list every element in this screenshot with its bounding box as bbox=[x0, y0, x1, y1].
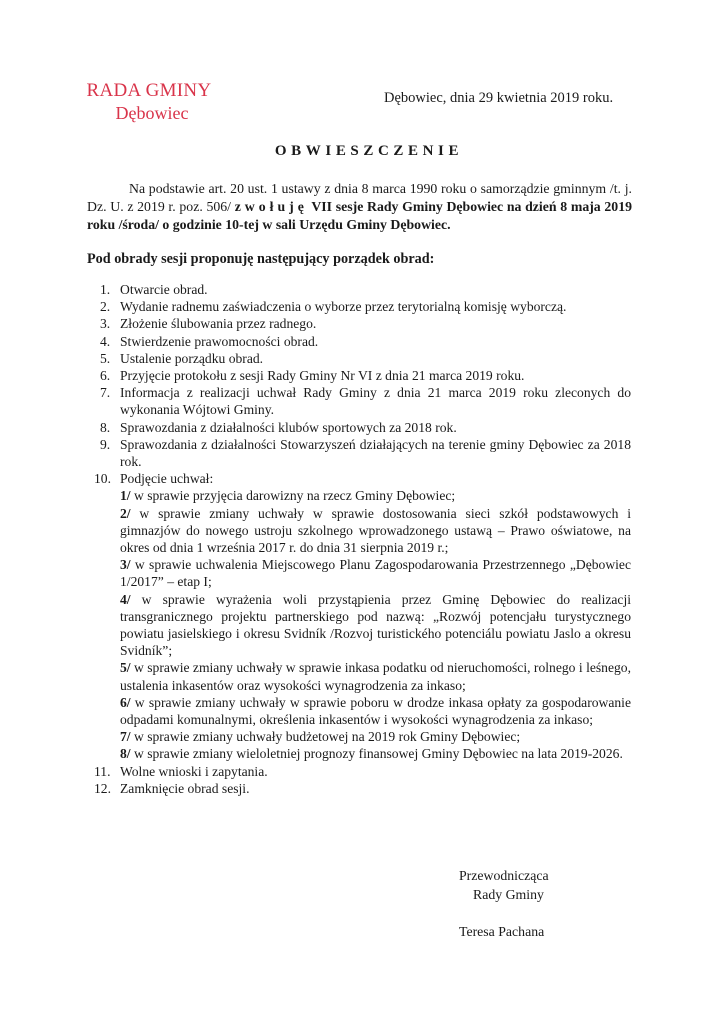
resolution-item bbox=[120, 745, 631, 762]
signature-body: Rady Gminy bbox=[473, 887, 544, 902]
agenda-item-text: Ustalenie porządku obrad. bbox=[120, 350, 264, 366]
resolution-number: 1/ bbox=[120, 488, 131, 504]
agenda-item-number: 10. bbox=[94, 471, 111, 487]
intro-text-convene: zwołuję bbox=[234, 199, 308, 214]
document-title: OBWIESZCZENIE bbox=[274, 143, 464, 159]
resolution-item bbox=[120, 659, 631, 693]
agenda-item-number: 5. bbox=[100, 350, 111, 366]
agenda-heading: Pod obrady sesji proponuję następujący porządek obrad: bbox=[87, 251, 435, 267]
agenda-item bbox=[100, 419, 631, 436]
agenda-item bbox=[100, 298, 631, 315]
resolution-text: w sprawie zmiany uchwały w sprawie inkasa podatku od nieruchomości, rolnego i leśnego, ustalenia inkasentów oraz wysokości wynagrodzenia za inkaso; bbox=[120, 660, 631, 693]
resolution-text: w sprawie zmiany uchwały w sprawie dostosowania sieci szkół podstawowych i gimnazjów do nowego ustroju szkolnego wprowadzonego ustawą – Prawo oświatowe, na okres od dnia 1 września 2017 r. do dnia 31 sierpnia 2019 r.; bbox=[120, 505, 631, 556]
intro-text-session-details: VII sesje Rady Gminy Dębowiec na dzień 8 maja 2019 roku /środa/ o godzinie 10-tej w sali Urzędu Gminy Dębowiec. bbox=[87, 199, 632, 232]
agenda-item-number: 1. bbox=[100, 282, 111, 297]
resolution-text: w sprawie zmiany uchwały w sprawie poboru w drodze inkasa opłaty za gospodarowanie odpadami komunalnymi, określenia inkasentów i wysokości wynagrodzenia za inkaso; bbox=[120, 694, 631, 728]
resolution-item bbox=[120, 487, 631, 504]
agenda-item bbox=[94, 780, 631, 797]
intro-paragraph bbox=[87, 180, 632, 234]
agenda-item-number: 12. bbox=[94, 780, 111, 796]
council-stamp bbox=[84, 80, 214, 125]
agenda-item-text: Wolne wnioski i zapytania. bbox=[120, 763, 268, 779]
resolution-text: w sprawie zmiany uchwały budżetowej na 2019 rok Gminy Dębowiec; bbox=[130, 729, 521, 745]
resolution-text: w sprawie uchwalenia Miejscowego Planu Zagospodarowania Przestrzennego „Dębowiec 1/2017” – etap I; bbox=[120, 557, 631, 590]
agenda-item bbox=[100, 350, 631, 367]
agenda-item-number: 2. bbox=[100, 299, 111, 315]
agenda-item bbox=[94, 470, 631, 762]
agenda-item-text: Zamknięcie obrad sesji. bbox=[120, 780, 250, 796]
resolution-text: w sprawie zmiany wieloletniej prognozy finansowej Gminy Dębowiec na lata 2019-2026. bbox=[130, 746, 623, 762]
agenda-item-text: Przyjęcie protokołu z sesji Rady Gminy Nr VI z dnia 21 marca 2019 roku. bbox=[120, 368, 525, 384]
agenda-item bbox=[100, 333, 631, 350]
stamp-line-town: Dębowiec bbox=[115, 103, 189, 123]
agenda-item bbox=[94, 763, 631, 780]
resolution-number: 5/ bbox=[120, 660, 131, 676]
agenda-list bbox=[94, 281, 631, 797]
agenda-item-text: Sprawozdania z działalności klubów sportowych za 2018 rok. bbox=[120, 419, 457, 435]
resolution-number: 3/ bbox=[120, 557, 131, 573]
signature-name: Teresa Pachana bbox=[459, 924, 545, 939]
agenda-item bbox=[100, 384, 631, 418]
agenda-item-number: 9. bbox=[100, 436, 111, 452]
resolution-number: 7/ bbox=[120, 729, 131, 745]
agenda-item-text: Wydanie radnemu zaświadczenia o wyborze przez terytorialną komisję wyborczą. bbox=[120, 299, 567, 315]
resolution-item bbox=[120, 591, 631, 660]
agenda-item-number: 3. bbox=[100, 316, 111, 332]
resolution-number: 2/ bbox=[120, 505, 131, 521]
agenda-item bbox=[100, 315, 631, 332]
agenda-item-text: Złożenie ślubowania przez radnego. bbox=[120, 316, 317, 332]
agenda-item bbox=[100, 367, 631, 384]
signature-block bbox=[459, 866, 549, 941]
agenda-item-text: Sprawozdania z działalności Stowarzyszeń działających na terenie gminy Dębowiec za 2018 rok. bbox=[120, 436, 631, 470]
resolution-text: w sprawie wyrażenia woli przystąpienia przez Gminę Dębowiec do realizacji transgranicznego projektu partnerskiego pod nazwą: „Rozwój potencjału turystycznego powiatu jasielskiego i okresu Svidník /Rozvoj turistického potenciálu powiatu Jaslo a okresu Svidník”; bbox=[120, 591, 631, 659]
signature-role: Przewodnicząca bbox=[459, 868, 549, 883]
agenda-item bbox=[100, 281, 631, 298]
agenda-item-number: 11. bbox=[94, 763, 111, 779]
resolution-text: w sprawie przyjęcia darowizny na rzecz Gminy Dębowiec; bbox=[130, 488, 456, 504]
agenda-item-number: 8. bbox=[100, 419, 111, 435]
agenda-item-number: 6. bbox=[100, 368, 111, 384]
resolution-item bbox=[120, 694, 631, 728]
resolution-item bbox=[120, 728, 631, 745]
agenda-item bbox=[100, 436, 631, 470]
agenda-item-text: Informacja z realizacji uchwał Rady Gminy z dnia 21 marca 2019 roku zleconych do wykonania Wójtowi Gminy. bbox=[120, 385, 631, 418]
document-date: Dębowiec, dnia 29 kwietnia 2019 roku. bbox=[384, 90, 614, 106]
resolution-number: 6/ bbox=[120, 694, 131, 710]
agenda-item-text: Otwarcie obrad. bbox=[120, 282, 208, 297]
stamp-line-council: RADA GMINY bbox=[86, 80, 212, 101]
intro-text-legal-basis: Na podstawie art. 20 ust. 1 ustawy z dnia 8 marca 1990 roku o samorządzie gminnym /t. j. Dz. U. z 2019 r. poz. 506/ bbox=[87, 181, 632, 214]
agenda-item-text: Podjęcie uchwał: bbox=[120, 471, 214, 487]
agenda-item-number: 4. bbox=[100, 333, 111, 349]
resolution-number: 4/ bbox=[120, 591, 131, 607]
resolution-item bbox=[120, 556, 631, 590]
resolution-number: 8/ bbox=[120, 746, 131, 762]
agenda-item-text: Stwierdzenie prawomocności obrad. bbox=[120, 333, 319, 349]
agenda-item-number: 7. bbox=[100, 385, 111, 401]
resolution-item bbox=[120, 505, 631, 557]
